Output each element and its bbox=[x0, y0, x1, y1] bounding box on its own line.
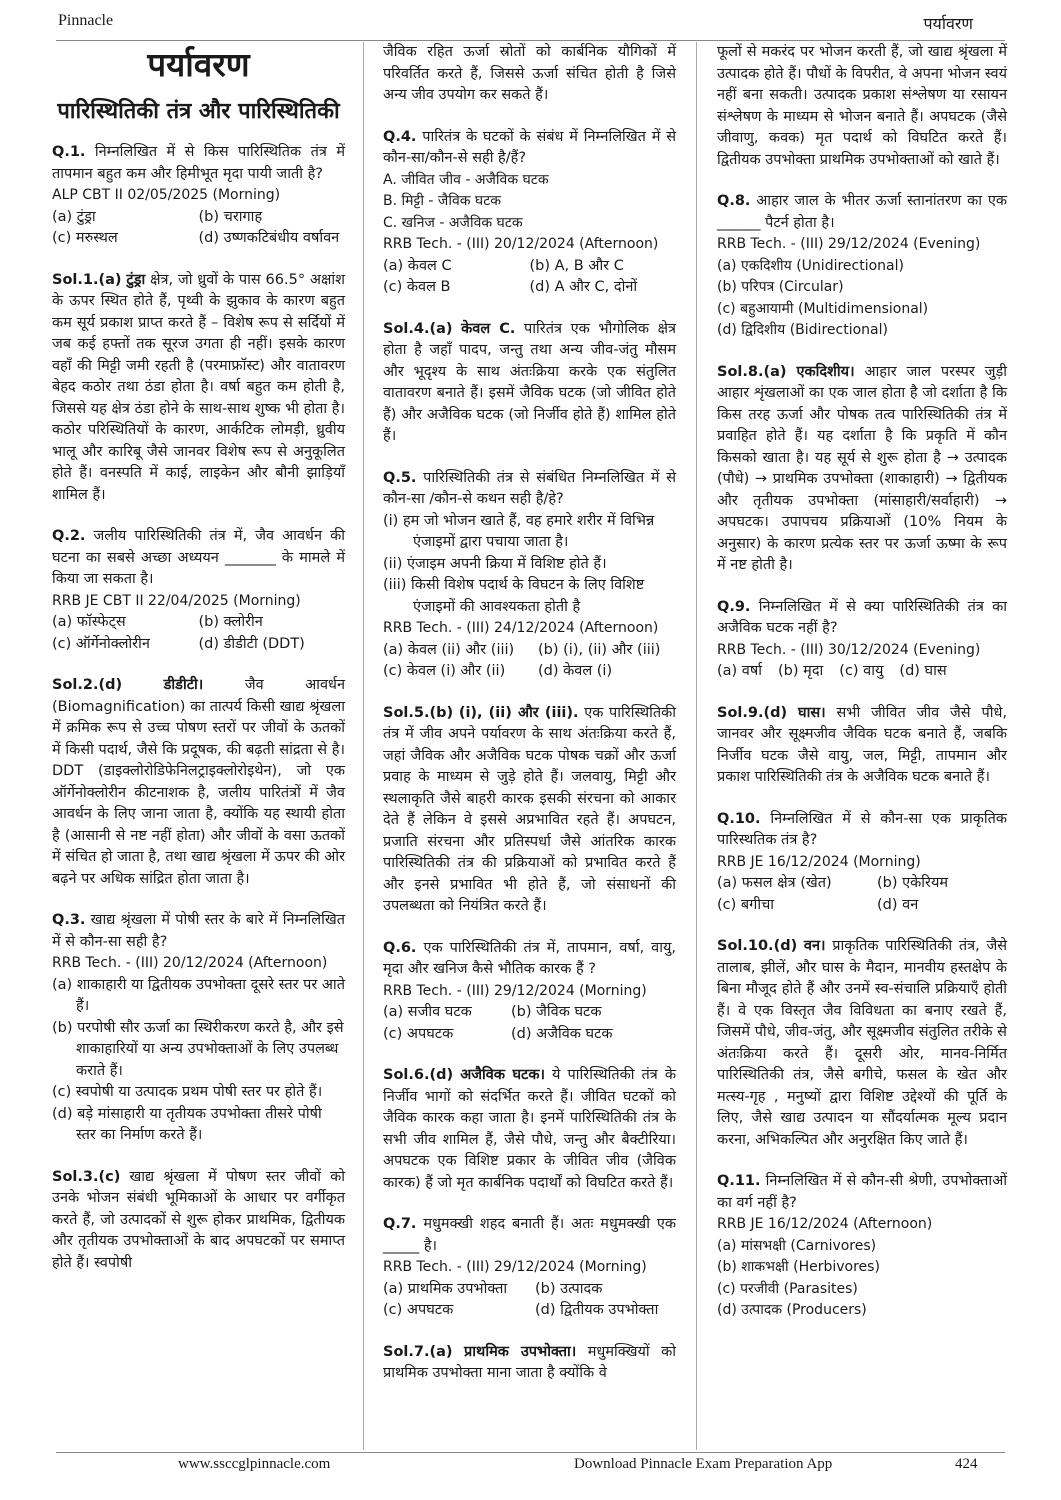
question-text: निम्नलिखित में से क्या पारिस्थितिकी तंत्र का अजैविक घटक नहीं है? bbox=[717, 598, 1007, 636]
solution-answer: प्राथमिक उपभोक्ता। bbox=[464, 1343, 577, 1360]
question-label: Q.3. bbox=[52, 912, 86, 928]
solution-5 bbox=[383, 703, 676, 918]
solution-label: Sol.3.(c) bbox=[52, 1168, 121, 1185]
footer-rule bbox=[56, 1452, 1005, 1453]
solution-4 bbox=[383, 319, 676, 448]
exam-source: ALP CBT II 02/05/2025 (Morning) bbox=[52, 187, 281, 203]
page-title: पर्यावरण bbox=[147, 45, 250, 84]
solution-7-continued bbox=[717, 42, 1007, 171]
option-b: (b) परिपत्र (Circular) bbox=[717, 279, 844, 295]
exam-source: RRB Tech. - (III) 30/12/2024 (Evening) bbox=[717, 641, 981, 658]
question-11 bbox=[717, 1171, 1007, 1322]
option-b: (b) जैविक घटक bbox=[511, 1004, 602, 1020]
solution-answer: एकदिशीय। bbox=[796, 363, 855, 380]
option-d: (d) बड़े मांसाहारी या तृतीयक उपभोक्ता तीसरे पोषी स्तर का निर्माण करते हैं। bbox=[52, 1105, 322, 1143]
solution-answer: टुंड्रा bbox=[126, 271, 146, 288]
solution-2 bbox=[52, 675, 345, 890]
option-d: (d) अजैविक घटक bbox=[511, 1025, 613, 1042]
option-c: (c) वायु bbox=[839, 663, 884, 679]
question-text: निम्नलिखित में से कौन-सी श्रेणी, उपभोक्ताओं का वर्ग नहीं है? bbox=[717, 1173, 1008, 1211]
option-a: (a) केवल C bbox=[383, 257, 452, 274]
statement-a: A. जीवित जीव - अजैविक घटक bbox=[383, 171, 549, 188]
option-b: (b) उत्पादक bbox=[535, 1280, 603, 1297]
solution-text: सभी जीवित जीव जैसे पौधे, जानवर और सूक्ष्मजीव जैविक घटक बनाते हैं, जबकि निर्जीव घटक जैसे वायु, जल, मिट्टी, तापमान और प्रकाश पारिस्थितिकी तंत्र के अजैविक घटक बनाते हैं। bbox=[717, 704, 1007, 785]
exam-source: RRB Tech. - (III) 20/12/2024 (Afternoon) bbox=[383, 236, 659, 252]
option-c: (c) ऑर्गेनोक्लोरीन bbox=[52, 635, 150, 652]
solution-text: प्राकृतिक पारिस्थितिकी तंत्र, जैसे तालाब, झीलें, और घास के मैदान, मानवीय हस्तक्षेप के बिना मौजूद होते हैं और उनमें स्व-संचालि प्रक्रियाएँ होती हैं। वे एक विस्तृत जैव विविधता का बनाए रखते हैं, जिसमें पौधे, जीव-जंतु, और सूक्ष्मजीव संतुलित तरीके से अंतःक्रिया करते हैं। दूसरी ओर, मानव-निर्मित पारिस्थितिकी तंत्र, जैसे बगीचे, फसल के खेत और मत्स्य-गृह , मनुष्यों द्वारा विशिष्ट उद्देश्यों की पूर्ति के लिए, जैसे खाद्य उत्पादन या सौंदर्यात्मक मूल्य प्रदान करना, अभिकल्पित और अनुरक्षित किए जाते हैं। bbox=[717, 938, 1008, 1148]
solution-text: खाद्य श्रृंखला में पोषण स्तर जीवों को उनके भोजन संबंधी भूमिकाओं के आधार पर वर्गीकृत करते हैं, जो उत्पादकों से शुरू होकर प्राथमिक, द्वितीयक और तृतीयक उपभोक्ताओं के बाद अपघटकों पर समाप्त होते हैं। स्वपोषी bbox=[52, 1168, 345, 1271]
footer-website-link[interactable]: www.ssccglpinnacle.com bbox=[178, 1456, 331, 1472]
solution-answer: वन। bbox=[803, 938, 826, 954]
option-d: (d) वन bbox=[877, 896, 919, 913]
option-a: (a) टुंड्रा bbox=[52, 208, 96, 225]
solution-3-continued bbox=[383, 42, 676, 107]
option-b: (b) (i), (ii) और (iii) bbox=[538, 641, 661, 658]
solution-label: Sol.9.(d) bbox=[717, 704, 788, 721]
question-label: Q.5. bbox=[383, 469, 417, 486]
statement-b: B. मिट्टी - जैविक घटक bbox=[383, 193, 502, 209]
footer-app-promo: Download Pinnacle Exam Preparation App bbox=[574, 1456, 833, 1472]
solution-label: Sol.2.(d) bbox=[52, 677, 123, 693]
exam-source: RRB Tech. - (III) 29/12/2024 (Morning) bbox=[383, 982, 647, 999]
option-c: (c) केवल B bbox=[383, 279, 451, 295]
option-d: (d) डीडीटी (DDT) bbox=[198, 635, 305, 652]
solution-answer: अजैविक घटक। bbox=[460, 1067, 545, 1083]
option-a: (a) फॉस्फेट्स bbox=[52, 614, 126, 630]
solution-text: आहार जाल परस्पर जुड़ी आहार शृंखलाओं का एक जाल होता है जो दर्शाता है कि किस तरह ऊर्जा और पोषक तत्व पारिस्थितिकी तंत्र में प्रवाहित होते हैं। यह दर्शाता है कि प्रकृति में कौन किसको खाता है। यह सूर्य से शुरू होता है → उत्पादक (पौधे) → प्राथमिक उपभोक्ता (शाकाहारी) → द्वितीयक और तृतीयक उपभोक्ता (मांसाहारी/सर्वाहारी) → अपघटक। उपापचय प्रक्रियाओं (10% नियम के अनुसार) के कारण प्रत्येक स्तर पर ऊर्जा ऊष्मा के रूप में नष्ट होती है। bbox=[717, 363, 1007, 573]
question-label: Q.11. bbox=[717, 1173, 761, 1189]
question-4 bbox=[383, 127, 676, 299]
option-b: (b) क्लोरीन bbox=[198, 614, 263, 630]
solution-label: Sol.10.(d) bbox=[717, 938, 798, 954]
solution-text: जैव आवर्धन (Biomagnification) का तात्पर्य किसी खाद्य श्रृंखला में क्रमिक रूप से उच्च पोषण स्तरों पर जीवों के ऊतकों में किसी पदार्थ, जैसे कि प्रदूषक, की बढ़ती सांद्रता से है। DDT (डाइक्लोरोडिफेनिलट्राइक्लोरोइथेन), जो एक ऑर्गेनोक्लोरीन कीटनाशक है, जलीय पारितंत्रों में जैव आवर्धन के लिए जाना जाता है, क्योंकि यह स्थायी होता है (आसानी से नष्ट नहीं होता) और जीवों के वसा ऊतकों में संचित हो जाता है, तथा खाद्य श्रृंखला में ऊपर की ओर बढ़ने पर अधिक सांद्रित होता जाता है। bbox=[52, 677, 346, 887]
exam-source: RRB JE 16/12/2024 (Morning) bbox=[717, 853, 921, 870]
option-d: (d) उत्पादक (Producers) bbox=[717, 1302, 867, 1318]
option-a: (a) फसल क्षेत्र (खेत) bbox=[717, 875, 832, 891]
question-text: खाद्य श्रृंखला में पोषी स्तर के बारे में निम्नलिखित में से कौन-सा सही है? bbox=[52, 912, 346, 950]
header-rule bbox=[56, 40, 1005, 41]
option-c: (c) बगीचा bbox=[717, 896, 775, 913]
option-b: (b) A, B और C bbox=[529, 257, 624, 274]
column-1 bbox=[52, 42, 345, 1274]
option-c: (c) बहुआयामी (Multidimensional) bbox=[717, 300, 929, 317]
option-a: (a) प्राथमिक उपभोक्ता bbox=[383, 1280, 508, 1297]
question-9 bbox=[717, 597, 1007, 683]
question-7 bbox=[383, 1214, 676, 1322]
option-d: (d) घास bbox=[899, 663, 947, 679]
question-8 bbox=[717, 191, 1007, 342]
solution-label: Sol.1.(a) bbox=[52, 271, 122, 288]
solution-answer: केवल C. bbox=[461, 320, 516, 337]
option-c: (c) स्वपोषी या उत्पादक प्रथम पोषी स्तर पर होते हैं। bbox=[52, 1084, 323, 1100]
option-d: (d) द्वितीयक उपभोक्ता bbox=[535, 1302, 659, 1318]
statement-c: C. खनिज - अजैविक घटक bbox=[383, 214, 523, 231]
option-a: (a) वर्षा bbox=[717, 663, 763, 679]
solution-answer: डीडीटी। bbox=[163, 677, 204, 693]
question-text: पारिस्थितिकी तंत्र से संबंधित निम्नलिखित में से कौन-सा /कौन-से कथन सही है/हे? bbox=[383, 469, 677, 507]
solution-text: पारितंत्र एक भौगोलिक क्षेत्र होता है जहाँ पादप, जन्तु तथा अन्य जीव-जंतु मौसम और भूदृश्य के साथ अंतःक्रिया करके एक संतुलित वातावरण बनाते हैं। इसमें जैविक घटक (जो जीवित होते हैं) और अजैविक घटक (जो निर्जीव होते हैं) शामिल होते हैं। bbox=[383, 320, 676, 444]
option-d: (d) A और C, दोनों bbox=[529, 279, 638, 295]
solution-text: एक पारिस्थितिकी तंत्र में जीव अपने पर्यावरण के साथ अंतःक्रिया करते हैं, जहां जैविक और अजैविक घटक पोषक चक्रों और ऊर्जा प्रवाह के माध्यम से जुड़े होते हैं। जलवायु, मिट्टी और स्थलाकृति जैसे बाहरी कारक इसकी संरचना को आकार देते हैं लेकिन वे इससे अप्रभावित रहते हैं। अपघटन, प्रजाति संरचना और प्रतिस्पर्धा जैसे आंतरिक कारक पारिस्थितिकी तंत्र की प्रक्रियाओं को प्रभावित करते हैं और इनसे प्रभावित भी होते हैं, जो संसाधनों की उपलब्धता को नियंत्रित करते हैं। bbox=[383, 704, 677, 914]
option-a: (a) केवल (ii) और (iii) bbox=[383, 641, 515, 658]
question-text: मधुमक्खी शहद बनाती हैं। अतः मधुमक्खी एक _____ है। bbox=[383, 1216, 676, 1254]
option-c: (c) अपघटक bbox=[383, 1025, 454, 1042]
question-6 bbox=[383, 938, 676, 1046]
exam-source: RRB Tech. - (III) 24/12/2024 (Afternoon) bbox=[383, 620, 659, 636]
exam-source: RRB Tech. - (III) 20/12/2024 (Afternoon) bbox=[52, 955, 328, 971]
question-text: निम्नलिखित में से कौन-सा एक प्राकृतिक पारिस्थतिक तंत्र है? bbox=[717, 810, 1008, 848]
question-1 bbox=[52, 142, 345, 250]
solution-text: ये पारिस्थितिकी तंत्र के निर्जीव भागों को संदर्भित करते हैं। जीवित घटकों को जैविक कारक कहा जाता है। इनमें पारिस्थितिकी तंत्र के सभी जीव शामिल हैं, जैसे पौधे, जन्तु और बैक्टीरिया। अपघटक एक विशिष्ट प्रकार के जीवित जीव (जैविक कारक) हैं जो मृत कार्बनिक पदार्थों को विघटित करते हैं। bbox=[383, 1067, 676, 1191]
question-label: Q.4. bbox=[383, 128, 417, 145]
solution-text: क्षेत्र, जो ध्रुवों के पास 66.5° अक्षांश के ऊपर स्थित होते हैं, पृथ्वी के झुकाव के कारण बहुत कम सूर्य प्रकाश प्राप्त करते हैं – विशेष रूप से सर्दियों में जब कई हफ्तों तक सूरज उगता ही नहीं। इसके कारण वहाँ की मिट्टी जमी रहती है (परमाफ्रॉस्ट) और वातावरण बेहद कठोर तथा ठंडा होता है। वर्षा बहुत कम होती है, जिससे यह क्षेत्र ठंडा होने के साथ-साथ शुष्क भी होता है। कठोर परिस्थितियों के कारण, आर्कटिक लोमड़ी, ध्रुवीय भालू और कारिबू जैसे जानवर विशेष रूप से अनुकूलित होते हैं। वनस्पति में काई, लाइकेन और बौनी झाड़ियाँ शामिल हैं। bbox=[52, 271, 346, 503]
solution-7 bbox=[383, 1342, 676, 1385]
option-d: (d) केवल (i) bbox=[538, 663, 613, 679]
solution-label: Sol.4.(a) bbox=[383, 320, 453, 337]
solution-text: जैविक रहित ऊर्जा स्रोतों को कार्बनिक यौगिकों में परिवर्तित करते हैं, जिससे ऊर्जा संचित होती है जिसे अन्य जीव उपयोग कर सकते हैं। bbox=[383, 44, 676, 103]
column-divider bbox=[363, 42, 364, 1450]
statement-i: (i) हम जो भोजन खाते हैं, वह हमारे शरीर में विभिन्न एंजाइमों द्वारा पचाया जाता है। bbox=[383, 512, 655, 550]
option-c: (c) मरुस्थल bbox=[52, 230, 118, 246]
exam-source: RRB Tech. - (III) 29/12/2024 (Morning) bbox=[383, 1259, 647, 1275]
question-text: जलीय पारिस्थितिकी तंत्र में, जैव आवर्धन की घटना का सबसे अच्छा अध्ययन _______ के मामले में किया जा सकता है। bbox=[52, 528, 345, 587]
solution-1 bbox=[52, 270, 345, 507]
option-b: (b) शाकभक्षी (Herbivores) bbox=[717, 1259, 880, 1275]
question-text: एक पारिस्थितिकी तंत्र में, तापमान, वर्षा, वायु, मृदा और खनिज कैसे भौतिक कारक हैं ? bbox=[383, 939, 677, 977]
statement-iii: (iii) किसी विशेष पदार्थ के विघटन के लिए विशिष्ट एंजाइमों की आवश्यकता होती है bbox=[383, 577, 645, 615]
option-c: (c) केवल (i) और (ii) bbox=[383, 663, 506, 679]
header-section-title: पर्यावरण bbox=[923, 14, 973, 33]
option-b: (b) मृदा bbox=[778, 663, 824, 679]
option-b: (b) एकेरियम bbox=[877, 875, 949, 891]
question-text: पारितंत्र के घटकों के संबंध में निम्नलिखित में से कौन-सा/कौन-से सही है/हैं? bbox=[383, 128, 676, 166]
option-a: (a) मांसभक्षी (Carnivores) bbox=[717, 1237, 877, 1254]
question-3 bbox=[52, 910, 345, 1147]
solution-label: Sol.7.(a) bbox=[383, 1343, 453, 1360]
solution-9 bbox=[717, 703, 1007, 789]
solution-label: Sol.5.(b) bbox=[383, 704, 454, 721]
page-subtitle: पारिस्थितिकी तंत्र और पारिस्थितिकी bbox=[57, 99, 340, 124]
option-a: (a) शाकाहारी या द्वितीयक उपभोक्ता दूसरे स्तर पर आते हैं। bbox=[52, 976, 345, 1014]
question-label: Q.9. bbox=[717, 598, 751, 615]
option-a: (a) सजीव घटक bbox=[383, 1004, 472, 1020]
exam-source: RRB Tech. - (III) 29/12/2024 (Evening) bbox=[717, 236, 981, 252]
question-label: Q.2. bbox=[52, 528, 86, 544]
solution-label: Sol.6.(d) bbox=[383, 1067, 454, 1083]
question-5 bbox=[383, 468, 676, 683]
solution-answer: घास। bbox=[798, 704, 826, 721]
solution-answer: (i), (ii) और (iii). bbox=[458, 704, 579, 721]
solution-text: फूलों से मकरंद पर भोजन करती हैं, जो खाद्य श्रृंखला में उत्पादक होते हैं। पौधों के विपरीत, वे अपना भोजन स्वयं नहीं बना सकती। उत्पादक प्रकाश संश्लेषण या रसायन संश्लेषण के माध्यम से भोजन बनाते हैं। अपघटक (जैसे जीवाणु, कवक) मृत पदार्थ को विघटित करते हैं। द्वितीयक उपभोक्ता प्राथमिक उपभोक्ताओं को खाते हैं। bbox=[717, 44, 1007, 168]
question-text: आहार जाल के भीतर ऊर्जा स्तानांतरण का एक ______ पैटर्न होता है। bbox=[717, 193, 1008, 231]
option-a: (a) एकदिशीय (Unidirectional) bbox=[717, 257, 904, 274]
column-divider bbox=[696, 42, 697, 1450]
solution-6 bbox=[383, 1065, 676, 1194]
option-b: (b) परपोषी सौर ऊर्जा का स्थिरीकरण करते है, और इसे शाकाहारियों या अन्य उपभोक्ताओं के लिए उपलब्ध कराते हैं। bbox=[52, 1019, 344, 1079]
solution-label: Sol.8.(a) bbox=[717, 363, 787, 380]
page-number: 424 bbox=[955, 1456, 978, 1472]
statement-ii: (ii) एंजाइम अपनी क्रिया में विशिष्ट होते हैं। bbox=[383, 555, 607, 572]
header-brand: Pinnacle bbox=[58, 12, 114, 29]
question-label: Q.1. bbox=[52, 144, 86, 160]
question-2 bbox=[52, 526, 345, 655]
question-label: Q.10. bbox=[717, 810, 761, 827]
question-10 bbox=[717, 809, 1007, 917]
solution-10 bbox=[717, 936, 1007, 1151]
option-c: (c) अपघटक bbox=[383, 1302, 454, 1318]
option-d: (d) उष्णकटिबंधीय वर्षावन bbox=[198, 230, 340, 246]
solution-3 bbox=[52, 1167, 345, 1275]
question-label: Q.6. bbox=[383, 939, 417, 956]
option-b: (b) चरागाह bbox=[198, 208, 263, 225]
question-label: Q.8. bbox=[717, 193, 751, 209]
option-c: (c) परजीवी (Parasites) bbox=[717, 1280, 858, 1297]
option-d: (d) द्विदिशीय (Bidirectional) bbox=[717, 322, 888, 338]
question-text: निम्नलिखित में से किस पारिस्थितिक तंत्र में तापमान बहुत कम और हिमीभूत मृदा पायी जाती है? bbox=[52, 144, 346, 182]
solution-text: मधुमक्खियों को प्राथमिक उपभोक्ता माना जाता है क्योंकि वे bbox=[383, 1343, 677, 1381]
exam-source: RRB JE CBT II 22/04/2025 (Morning) bbox=[52, 592, 301, 609]
column-3 bbox=[717, 42, 1007, 1322]
column-2 bbox=[383, 42, 676, 1385]
solution-8 bbox=[717, 362, 1007, 577]
exam-source: RRB JE 16/12/2024 (Afternoon) bbox=[717, 1216, 933, 1232]
question-label: Q.7. bbox=[383, 1216, 417, 1232]
